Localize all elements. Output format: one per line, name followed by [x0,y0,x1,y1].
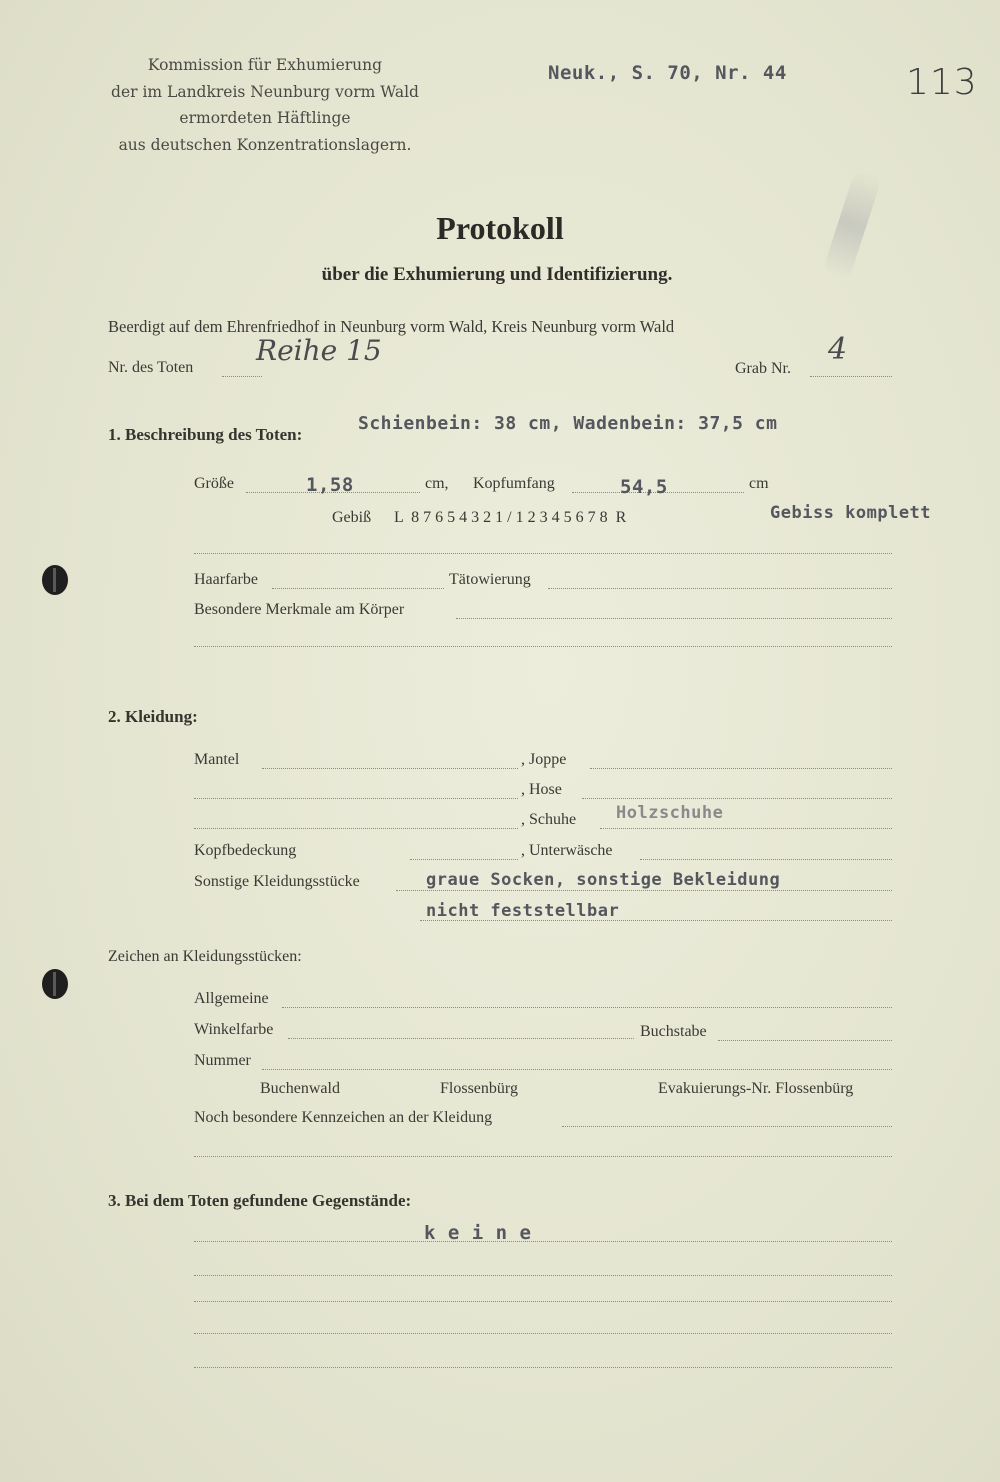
grave-number-label: Grab Nr. [735,360,791,377]
letter-line [718,1040,892,1041]
other-clothing-line [396,890,892,891]
letter-label: Buchstabe [640,1023,707,1040]
other-clothing-label: Sonstige Kleidungsstücke [194,873,360,890]
dead-number-line [222,376,262,377]
bone-measurements: Schienbein: 38 cm, Wadenbein: 37,5 cm [358,413,778,434]
other-clothing-value: graue Socken, sonstige Bekleidung [426,870,781,890]
shoes-line [600,828,892,829]
headwear-line [410,859,518,860]
burial-line: Beerdigt auf dem Ehrenfriedhof in Neunburg vorm Wald, Kreis Neunburg vorm Wald [108,317,675,336]
special-marks-line-2 [194,1156,892,1157]
special-marks-label: Noch besondere Kennzeichen an der Kleidung [194,1109,493,1126]
items-line-2 [194,1275,892,1276]
hair-color-label: Haarfarbe [194,571,258,588]
items-line-5 [194,1367,892,1368]
head-circumference-value: 54,5 [620,476,668,498]
height-unit: cm, [425,475,449,492]
hair-color-line [272,588,444,589]
teeth-scheme: L 8 7 6 5 4 3 2 1 / 1 2 3 4 5 6 7 8 R [394,509,627,526]
coat-label: Mantel [194,751,240,768]
camp-buchenwald: Buchenwald [260,1080,340,1097]
body-marks-line-2 [194,646,892,647]
reference-number: Neuk., S. 70, Nr. 44 [548,62,787,84]
body-marks-line [456,618,892,619]
page-subtitle: über die Exhumierung und Identifizierung. [321,264,673,285]
dead-number-value: Reihe 15 [256,334,382,367]
clothing-marks-heading: Zeichen an Kleidungsstücken: [108,948,302,965]
items-line-1 [194,1241,892,1242]
tattoo-line [548,588,892,589]
number-line [262,1069,892,1070]
jacket-line [590,768,892,769]
section-clothing-heading: 2. Kleidung: [108,707,198,726]
number-label: Nummer [194,1052,251,1069]
teeth-label: Gebiß [332,509,372,526]
general-marks-label: Allgemeine [194,990,269,1007]
section-items-heading: 3. Bei dem Toten gefundene Gegenstände: [108,1191,412,1210]
body-marks-label: Besondere Merkmale am Körper [194,601,405,618]
head-circumference-unit: cm [749,475,769,492]
issuing-commission [100,52,430,158]
items-line-3 [194,1301,892,1302]
underwear-label: , Unterwäsche [521,842,613,859]
grave-number-value: 4 [828,332,848,367]
items-found-value: k e i n e [424,1222,532,1244]
punch-hole-icon [42,969,68,999]
page-number: 113 [906,62,978,103]
height-label: Größe [194,475,234,492]
shoes-label: , Schuhe [521,811,577,828]
trousers-line [582,798,892,799]
headwear-label: Kopfbedeckung [194,842,297,859]
head-circumference-label: Kopfumfang [473,475,555,492]
coat-line [262,768,518,769]
section-description-heading: 1. Beschreibung des Toten: [108,425,303,444]
dead-number-label: Nr. des Toten [108,359,194,376]
special-marks-line [562,1126,892,1127]
other-clothing-value-2: nicht feststellbar [426,901,620,921]
punch-hole-icon [42,565,68,595]
trousers-label: , Hose [521,781,562,798]
clothing-line-2 [194,798,518,799]
teeth-notes-line [194,553,892,554]
jacket-label: , Joppe [521,751,567,768]
general-marks-line [282,1007,892,1008]
triangle-color-line [288,1038,634,1039]
org-line: der im Landkreis Neunburg vorm Wald [111,82,419,101]
org-line: Kommission für Exhumierung [147,56,383,74]
underwear-line [640,859,892,860]
tattoo-label: Tätowierung [449,571,531,588]
triangle-color-label: Winkelfarbe [194,1021,274,1038]
items-line-4 [194,1333,892,1334]
org-line: ermordeten Häftlinge [179,109,351,127]
height-value: 1,58 [306,474,354,496]
teeth-status: Gebiss komplett [770,503,932,523]
grave-number-line [810,376,892,377]
evacuation-number-label: Evakuierungs-Nr. Flossenbürg [658,1080,854,1097]
page-title: Protokoll [436,210,564,246]
clothing-line-3 [194,828,518,829]
camp-flossenbuerg: Flossenbürg [440,1080,518,1097]
shoes-value: Holzschuhe [616,803,724,823]
org-line: aus deutschen Konzentrationslagern. [118,135,412,154]
